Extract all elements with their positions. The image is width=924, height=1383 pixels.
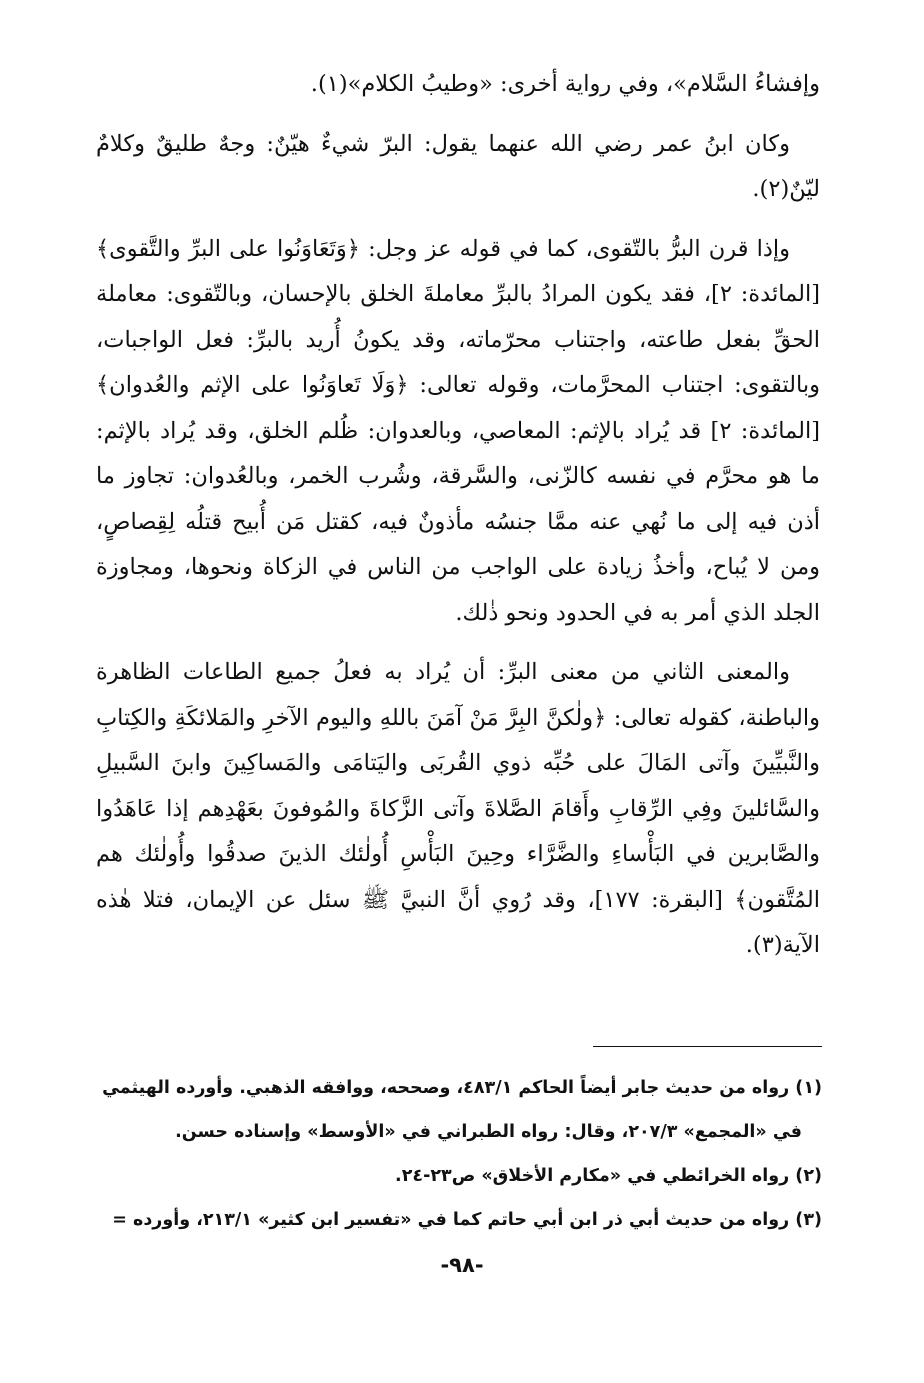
page-number: -٩٨- [440,1253,484,1277]
paragraph-3: وإذا قرن البرُّ بالتّقوى، كما في قوله عز وجل: ﴿وَتَعَاوَنُوا على البرِّ والتَّقوى﴾ [المائدة: ٢]، فقد يكون المرادُ بالبرِّ معاملةَ الخلق بالإحسان، وبالتّقوى: معاملة الحقِّ بفعل طاعته، واجتناب محرّماته، وقد يكونُ أُريد بالبرِّ: فعل الواجبات، وبالتقوى: اجتناب المحرَّمات، وقوله تعالى: ﴿وَلَا تَعاوَنُوا على الإثم والعُدوان﴾ [المائدة: ٢] قد يُراد بالإثم: المعاصي، وبالعدوان: ظُلم الخلق، وقد يُراد بالإثم: ما هو محرَّم في نفسه كالزّنى، والسَّرقة، وشُرب الخمر، وبالعُدوان: تجاوز ما أذن فيه إلى ما نُهي عنه ممَّا جنسُه مأذونٌ فيه، كقتل مَن أُبيح قتلُه لِقِصاصٍ، ومن لا يُباح، وأخذُ زيادة على الواجب من الناس في الزكاة ونحوها، ومجاوزة الجلد الذي أمر به في الحدود ونحو ذٰلك. [96,235,820,626]
paragraph-1: وإفشاءُ السَّلام»، وفي رواية أخرى: «وطيبُ الكلام»(١). [310,71,820,97]
footnote-2: (٢) رواه الخرائطي في «مكارم الأخلاق» ص٢٣-٢٤. [395,1166,822,1186]
footnote-1-continuation: في «المجمع» ٢٠٧/٣، وقال: رواه الطبراني في «الأوسط» وإسناده حسن. [175,1122,802,1142]
footnote-divider [593,1046,822,1047]
footnote-1: (١) رواه من حديث جابر أيضاً الحاكم ٤٨٣/١، وصححه، ووافقه الذهبي. وأورده الهيثمي [102,1078,822,1098]
paragraph-4: والمعنى الثاني من معنى البرِّ: أن يُراد به فعلُ جميع الطاعات الظاهرة والباطنة، كقوله تعالى: ﴿ولٰكنَّ البِرَّ مَنْ آمَنَ باللهِ واليوم الآخرِ والمَلائكَةِ والكِتابِ والنَّبيِّينَ وآتى المَالَ على حُبِّه ذوي القُربَى واليَتامَى والمَساكِينَ وابنَ السَّبيلِ والسَّائلينَ وفِي الرِّقابِ وأَقامَ الصَّلاةَ وآتى الزَّكاةَ والمُوفونَ بعَهْدِهم إذا عَاهَدُوا والصَّابرين في البَأْساءِ والضَّرَّاء وحِينَ البَأْسِ أُولٰئك الذينَ صدقُوا وأُولٰئك هم المُتَّقون﴾ [البقرة: ١٧٧]، وقد رُوي أنَّ النبيَّ ﷺ سئل عن الإيمان، فتلا هٰذه الآية(٣). [96,659,820,958]
paragraph-2: وكان ابنُ عمر رضي الله عنهما يقول: البرّ شيءٌ هيّنٌ: وجهٌ طليقٌ وكلامٌ ليّنٌ(٢). [96,130,820,202]
main-text [96,62,820,983]
footnote-3: (٣) رواه من حديث أبي ذر ابن أبي حاتم كما في «تفسير ابن كثير» ٢١٣/١، وأورده = [112,1210,822,1230]
footnotes [96,1066,822,1242]
